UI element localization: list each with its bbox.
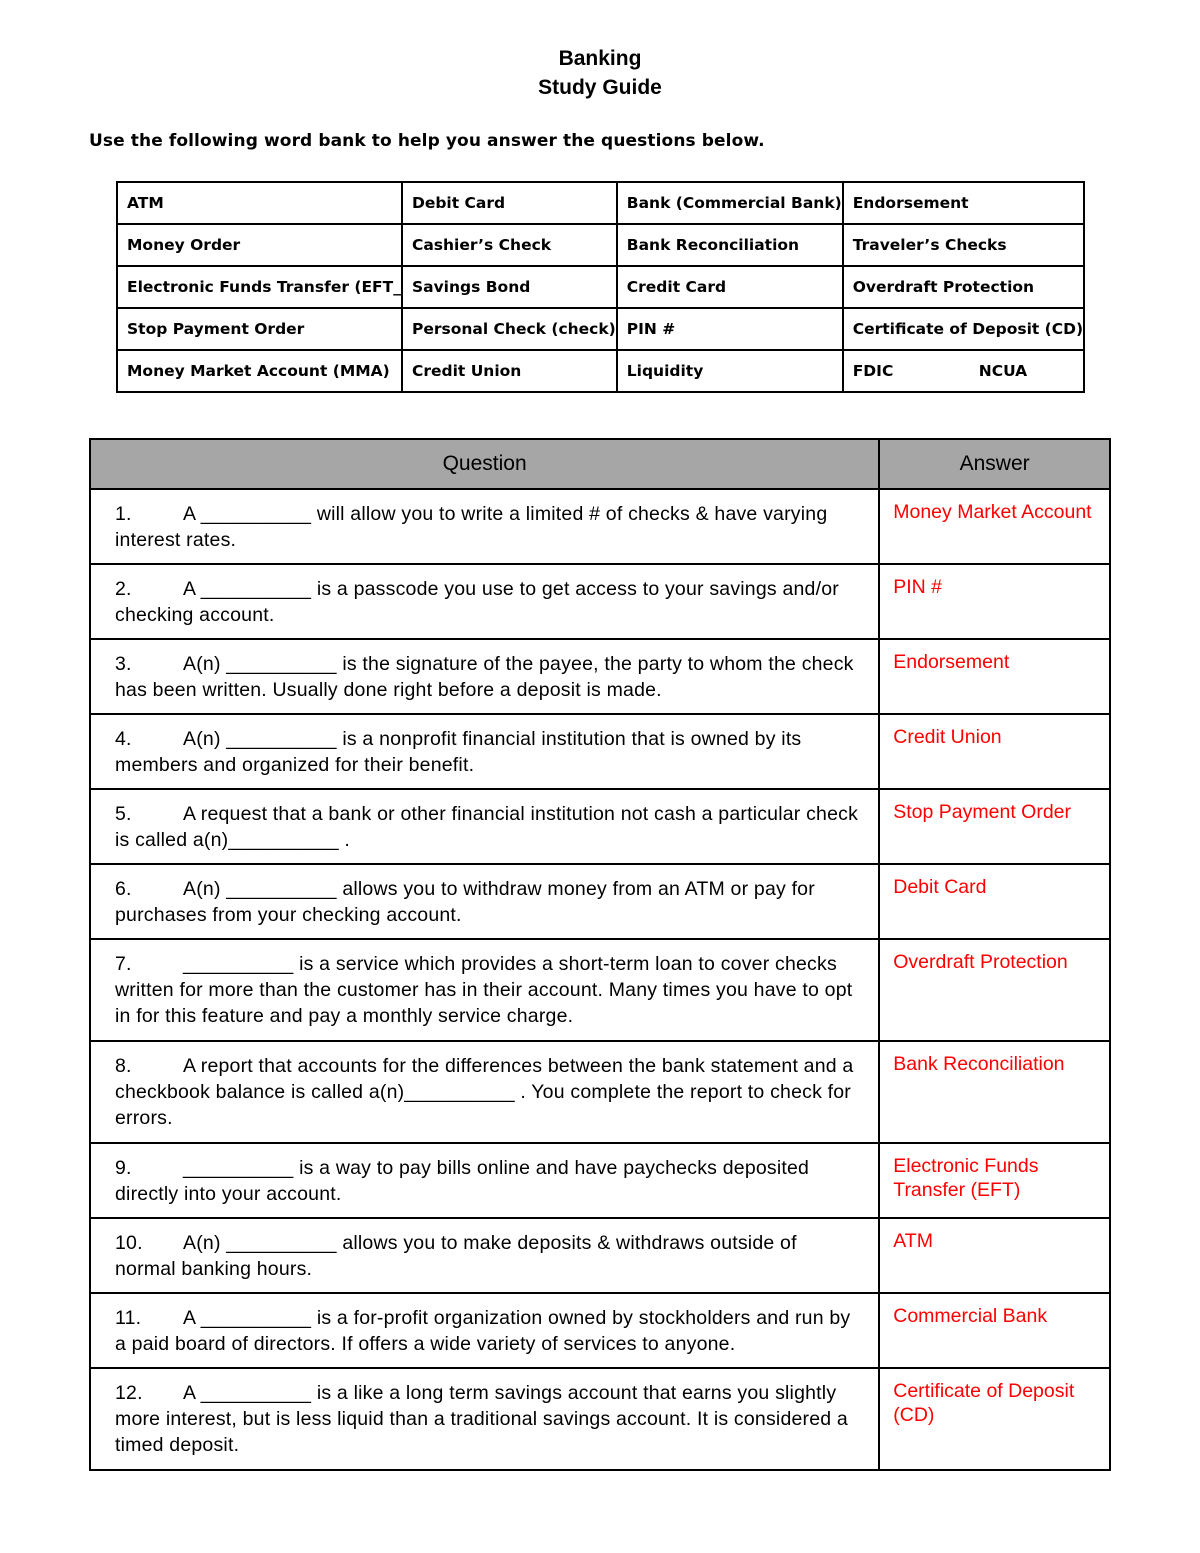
question-cell — [90, 489, 879, 564]
question-cell — [90, 1143, 879, 1218]
table-row — [90, 1218, 1110, 1293]
question-number: 6. — [115, 878, 132, 900]
table-row — [90, 939, 1110, 1041]
word-bank-split-cell — [843, 350, 1084, 392]
question-text: A __________ is a for-profit organization owned by stockholders and run by a paid board of directors. If offers a wide variety of services to anyone. — [115, 1307, 851, 1355]
question-number: 9. — [115, 1157, 132, 1179]
answer-cell: PIN # — [879, 564, 1110, 639]
word-bank-row — [117, 266, 1084, 308]
question-text: A request that a bank or other financial institution not cash a particular check is called a(n)__________ . — [115, 803, 859, 851]
question-cell — [90, 1368, 879, 1470]
question-number: 5. — [115, 803, 132, 825]
word-bank-term: FDIC — [852, 362, 894, 380]
word-bank-term: Stop Payment Order — [117, 308, 402, 350]
word-bank-row — [117, 308, 1084, 350]
question-cell — [90, 714, 879, 789]
word-bank-term: NCUA — [978, 362, 1028, 380]
question-text: A report that accounts for the differences between the bank statement and a checkbook balance is called a(n)__________ . You complete the report to check for errors. — [115, 1055, 854, 1129]
word-bank-table — [116, 181, 1085, 393]
question-text: __________ is a way to pay bills online and have paychecks deposited directly into your account. — [115, 1157, 810, 1205]
word-bank-term: Electronic Funds Transfer (EFT_ — [117, 266, 402, 308]
word-bank-term: Overdraft Protection — [843, 266, 1084, 308]
answer-cell: Stop Payment Order — [879, 789, 1110, 864]
question-column-header: Question — [90, 439, 879, 489]
word-bank-term: Personal Check (check) — [402, 308, 617, 350]
answer-cell: Overdraft Protection — [879, 939, 1110, 1041]
question-cell — [90, 1218, 879, 1293]
word-bank-term: Money Market Account (MMA) — [117, 350, 402, 392]
word-bank-term: Bank (Commercial Bank) — [617, 182, 843, 224]
question-number: 12. — [115, 1382, 143, 1404]
question-text: A(n) __________ allows you to withdraw money from an ATM or pay for purchases from your checking account. — [115, 878, 815, 926]
question-text: A __________ will allow you to write a limited # of checks & have varying interest rates. — [115, 503, 828, 551]
word-bank-term: Credit Union — [402, 350, 617, 392]
table-row — [90, 1143, 1110, 1218]
question-text: A(n) __________ is the signature of the payee, the party to whom the check has been written. Usually done right before a deposit is made. — [115, 653, 854, 701]
question-number: 8. — [115, 1055, 132, 1077]
answer-cell: Bank Reconciliation — [879, 1041, 1110, 1143]
answer-cell: Debit Card — [879, 864, 1110, 939]
table-row — [90, 714, 1110, 789]
question-number: 2. — [115, 578, 132, 600]
question-number: 1. — [115, 503, 132, 525]
word-bank-term: Savings Bond — [402, 266, 617, 308]
answer-cell: Credit Union — [879, 714, 1110, 789]
word-bank-term: Liquidity — [617, 350, 843, 392]
answer-column-header: Answer — [879, 439, 1110, 489]
question-text: __________ is a service which provides a short-term loan to cover checks written for more than the customer has in their account. Many times you have to opt in for this feature and pay a monthly service charge. — [115, 953, 853, 1027]
table-row — [90, 564, 1110, 639]
table-row — [90, 864, 1110, 939]
question-text: A(n) __________ is a nonprofit financial institution that is owned by its members and organized for their benefit. — [115, 728, 802, 776]
word-bank-term: Debit Card — [402, 182, 617, 224]
table-row — [90, 639, 1110, 714]
answer-cell: Money Market Account — [879, 489, 1110, 564]
answer-cell: Certificate of Deposit (CD) — [879, 1368, 1110, 1470]
word-bank-row — [117, 224, 1084, 266]
answer-cell: Commercial Bank — [879, 1293, 1110, 1368]
table-row — [90, 1368, 1110, 1470]
word-bank-term: Endorsement — [843, 182, 1084, 224]
document-header — [0, 44, 1200, 102]
question-number: 4. — [115, 728, 132, 750]
word-bank-row — [117, 182, 1084, 224]
table-row — [90, 1041, 1110, 1143]
word-bank-term: Money Order — [117, 224, 402, 266]
document-subtitle: Study Guide — [538, 76, 662, 99]
question-cell — [90, 864, 879, 939]
question-cell — [90, 564, 879, 639]
word-bank-term: Bank Reconciliation — [617, 224, 843, 266]
question-number: 11. — [115, 1307, 142, 1329]
question-number: 3. — [115, 653, 132, 675]
question-number: 10. — [115, 1232, 143, 1254]
instructions-text: Use the following word bank to help you answer the questions below. — [89, 131, 765, 151]
question-text: A __________ is a like a long term savings account that earns you slightly more interest, but is less liquid than a traditional savings account. It is considered a timed deposit. — [115, 1382, 848, 1456]
word-bank-row — [117, 350, 1084, 392]
word-bank-term: Traveler’s Checks — [843, 224, 1084, 266]
word-bank-term: PIN # — [617, 308, 843, 350]
question-cell — [90, 639, 879, 714]
word-bank-term: Credit Card — [617, 266, 843, 308]
word-bank-term: ATM — [117, 182, 402, 224]
answer-cell: ATM — [879, 1218, 1110, 1293]
question-cell — [90, 1293, 879, 1368]
question-cell — [90, 939, 879, 1041]
table-header-row — [90, 439, 1110, 489]
answer-cell: Electronic Funds Transfer (EFT) — [879, 1143, 1110, 1218]
word-bank-term: Certificate of Deposit (CD) — [843, 308, 1084, 350]
table-row — [90, 1293, 1110, 1368]
question-text: A(n) __________ allows you to make deposits & withdraws outside of normal banking hours. — [115, 1232, 797, 1280]
question-number: 7. — [115, 953, 132, 975]
table-row — [90, 789, 1110, 864]
question-answer-table — [89, 438, 1111, 1471]
document-title: Banking — [558, 47, 642, 70]
question-cell — [90, 789, 879, 864]
table-row — [90, 489, 1110, 564]
question-cell — [90, 1041, 879, 1143]
question-text: A __________ is a passcode you use to get access to your savings and/or checking account. — [115, 578, 839, 626]
word-bank-term: Cashier’s Check — [402, 224, 617, 266]
answer-cell: Endorsement — [879, 639, 1110, 714]
